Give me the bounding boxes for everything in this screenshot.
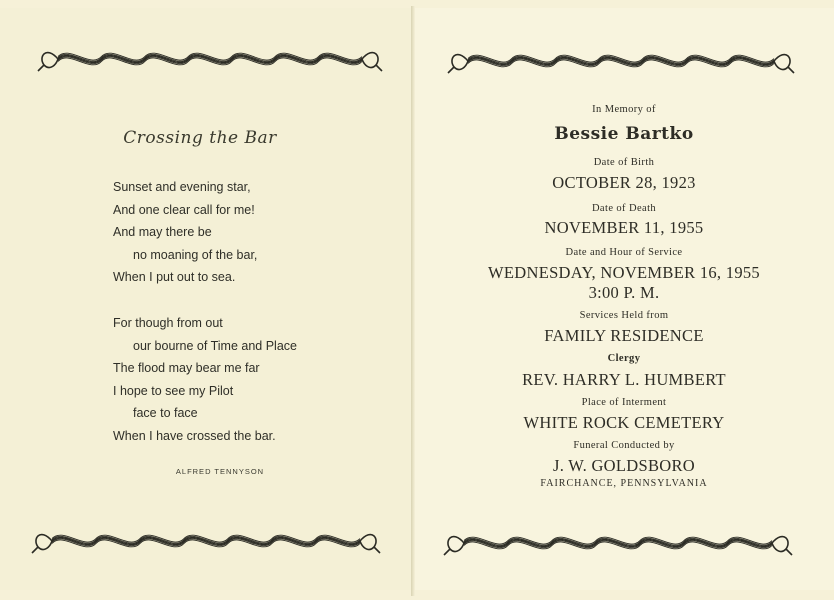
poem-line: And one clear call for me! bbox=[113, 202, 255, 217]
page-edge bbox=[834, 0, 840, 600]
poem-line: And may there be bbox=[113, 225, 212, 240]
held-place: FAMILY RESIDENCE bbox=[544, 326, 704, 345]
held-label: Services Held from bbox=[579, 310, 669, 321]
birth-label: Date of Birth bbox=[593, 157, 655, 168]
interment-label: Place of Interment bbox=[581, 397, 667, 408]
poem-line: no moaning of the bar, bbox=[133, 247, 258, 262]
poem-body bbox=[113, 176, 297, 448]
poem-line: Sunset and evening star, bbox=[113, 180, 251, 194]
ribbon-border-icon bbox=[446, 46, 796, 76]
poem-line: face to face bbox=[133, 406, 198, 421]
poem-line: our bourne of Time and Place bbox=[133, 338, 297, 353]
service-date: WEDNESDAY, NOVEMBER 16, 1955 bbox=[488, 263, 760, 282]
death-date: NOVEMBER 11, 1955 bbox=[544, 218, 704, 237]
poem-line: I hope to see my Pilot bbox=[113, 383, 234, 398]
poem-title: Crossing the Bar bbox=[123, 128, 277, 148]
death-label: Date of Death bbox=[591, 203, 657, 214]
deceased-name: Bessie Bartko bbox=[554, 124, 694, 144]
clergy-name: REV. HARRY L. HUMBERT bbox=[522, 370, 726, 389]
funeral-label: Funeral Conducted by bbox=[573, 440, 675, 451]
ribbon-border-icon bbox=[30, 526, 382, 556]
poem-line: The flood may bear me far bbox=[113, 361, 260, 376]
ribbon-border-icon bbox=[36, 44, 384, 74]
poem-line: When I put out to sea. bbox=[113, 270, 236, 285]
memory-label: In Memory of bbox=[592, 104, 656, 115]
service-label: Date and Hour of Service bbox=[565, 247, 683, 258]
poem-line: When I have crossed the bar. bbox=[113, 428, 276, 443]
service-time: 3:00 P. M. bbox=[588, 283, 660, 302]
clergy-label: Clergy bbox=[607, 353, 641, 364]
poem-line: For though from out bbox=[113, 315, 223, 330]
ribbon-border-icon bbox=[442, 528, 794, 558]
stanza-gap bbox=[113, 289, 297, 312]
interment-place: WHITE ROCK CEMETERY bbox=[523, 413, 725, 432]
poem-author: ALFRED TENNYSON bbox=[175, 467, 265, 476]
funeral-director: J. W. GOLDSBORO bbox=[552, 456, 696, 475]
funeral-location: FAIRCHANCE, PENNSYLVANIA bbox=[540, 478, 708, 489]
birth-date: OCTOBER 28, 1923 bbox=[552, 173, 696, 192]
